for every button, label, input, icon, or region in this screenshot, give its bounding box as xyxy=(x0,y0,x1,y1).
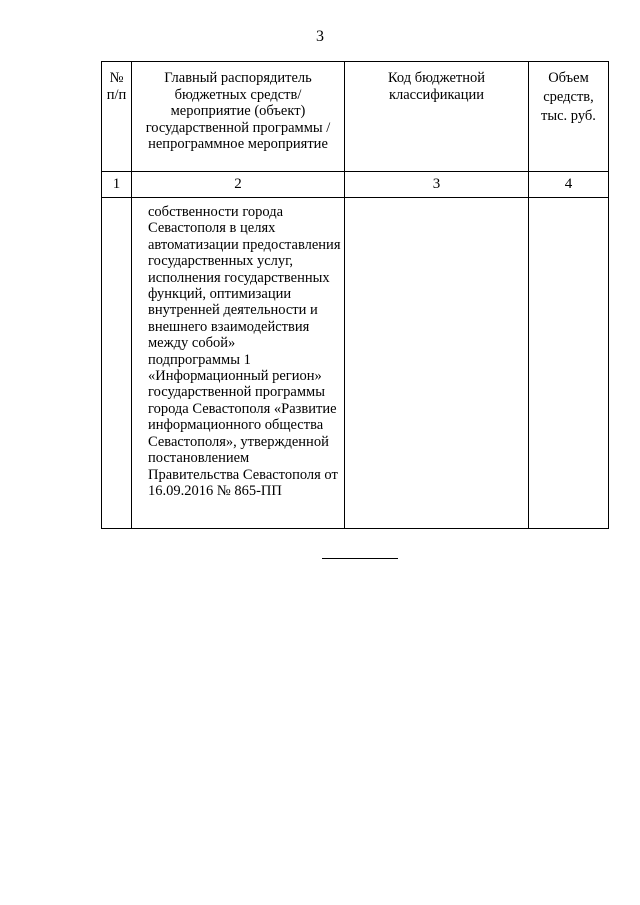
header-distributor: Главный распорядитель бюджетных средств/ мероприятие (объект) государственной программы / непрограммное мероприятие xyxy=(132,62,345,172)
table-row xyxy=(102,198,609,529)
row-budget-code-cell xyxy=(345,198,529,529)
row-description-cell: собственности города Севастополя в целях автоматизации предоставления государственных услуг, исполнения государственных функций, оптимизации внутренней деятельности и внешнего взаимодействия между собой» подпрограммы 1 «Информационный регион» государственной программы города Севастополя «Развитие информационного общества Севастополя», утвержденной постановлением Правительства Севастополя от 16.09.2016 № 865-ПП xyxy=(132,198,345,529)
header-number: № п/п xyxy=(102,62,132,172)
header-budget-code: Код бюджетной классификации xyxy=(345,62,529,172)
column-number-2: 2 xyxy=(132,172,345,198)
row-number-cell xyxy=(102,198,132,529)
column-number-4: 4 xyxy=(529,172,609,198)
budget-table xyxy=(101,61,609,529)
column-number-row xyxy=(102,172,609,198)
header-volume: Объем средств, тыс. руб. xyxy=(529,62,609,172)
column-number-1: 1 xyxy=(102,172,132,198)
column-number-3: 3 xyxy=(345,172,529,198)
end-of-document-rule xyxy=(322,558,398,559)
row-volume-cell xyxy=(529,198,609,529)
page-number: 3 xyxy=(316,28,324,45)
table-header-row xyxy=(102,62,609,172)
